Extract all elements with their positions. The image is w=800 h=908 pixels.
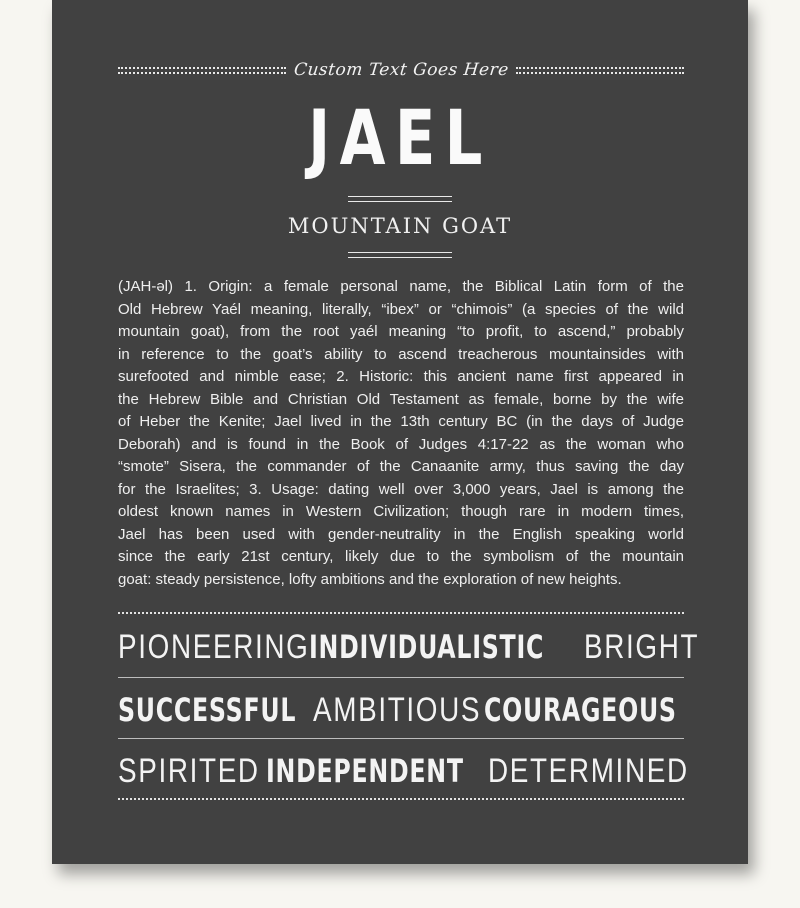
traits-row-2: [118, 685, 684, 735]
trait-word: INDIVIDUALISTIC: [309, 628, 545, 666]
trait-word: INDEPENDENT: [266, 752, 464, 790]
description-line: of Heber the Kenite; Jael lived in the 13th century BC (in the days of Judge: [118, 413, 684, 430]
description-line: (JAH-əl) 1. Origin: a female personal name, the Biblical Latin form of the: [118, 278, 684, 295]
meaning-underline-rule: [348, 252, 452, 258]
description-line: surefooted and nimble ease; 2. Historic: this ancient name first appeared in: [118, 368, 684, 385]
description-line: for the Israelites; 3. Usage: dating well over 3,000 years, Jael is among the: [118, 480, 684, 498]
description-line: oldest known names in Western Civilization; though rare in modern times,: [118, 503, 684, 520]
name-title: JAEL: [308, 93, 492, 182]
trait-word: BRIGHT: [584, 627, 700, 666]
name-underline-rule: [348, 196, 452, 202]
description-line: Old Hebrew Yaél meaning, literally, “ibex” or “chimois” (a species of the wild: [118, 300, 684, 318]
traits-row-1: [118, 622, 700, 672]
description-line: Jael has been used with gender-neutrality in the English speaking world: [118, 525, 684, 543]
name-meaning: MOUNTAIN GOAT: [287, 214, 513, 238]
description-line: the Hebrew Bible and Christian Old Testament as female, borne by the wife: [118, 390, 684, 408]
custom-text: Custom Text Goes Here: [292, 60, 510, 80]
name-poster: [52, 0, 748, 864]
description-line: mountain goat), from the root yaél meaning “to profit, to ascend,” probably: [118, 323, 684, 340]
trait-word: SUCCESSFUL: [118, 691, 297, 729]
traits-divider-1: [118, 677, 684, 678]
description-text: [118, 276, 684, 591]
trait-word: PIONEERING: [118, 627, 310, 666]
description-line: in reference to the goat’s ability to ascend treacherous mountainsides with: [118, 345, 684, 363]
traits-row-3: [118, 746, 689, 796]
traits-bottom-dotted-rule: [118, 798, 684, 800]
traits-divider-2: [118, 738, 684, 739]
trait-word: COURAGEOUS: [484, 691, 677, 729]
description-line: since the early 21st century, likely due to the symbolism of the mountain: [118, 548, 684, 565]
left-dotted-ornament: [118, 67, 286, 74]
traits-top-dotted-rule: [118, 612, 684, 614]
description-line: “smote” Sisera, the commander of the Canaanite army, thus saving the day: [118, 458, 684, 475]
trait-word: DETERMINED: [488, 751, 689, 790]
description-line: Deborah) and is found in the Book of Judges 4:17-22 as the woman who: [118, 435, 684, 453]
trait-word: SPIRITED: [118, 751, 260, 790]
trait-word: AMBITIOUS: [313, 690, 482, 729]
right-dotted-ornament: [516, 67, 684, 74]
header-row: [118, 52, 684, 88]
description-line: goat: steady persistence, lofty ambitions and the exploration of new heights.: [118, 570, 622, 588]
